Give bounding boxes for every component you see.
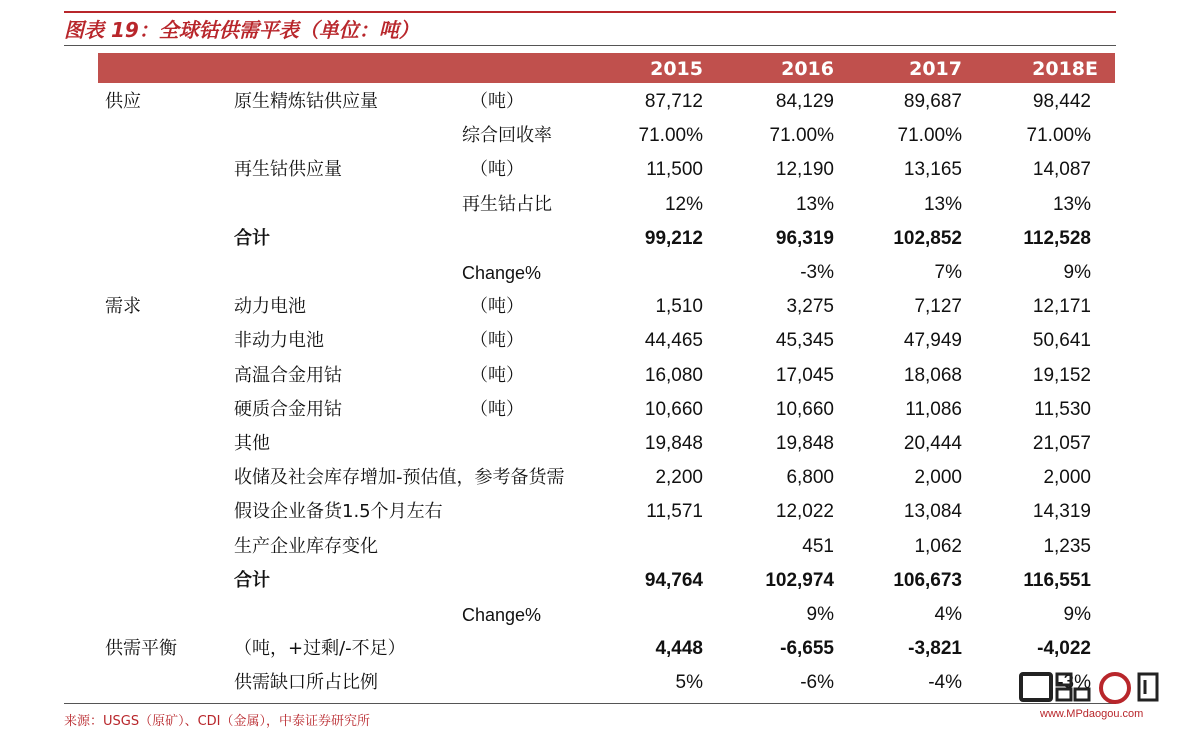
header-year-2016: 2016 <box>781 58 834 80</box>
table-cell-value: -3% <box>800 262 834 283</box>
table-cell-value: 102,852 <box>893 228 962 249</box>
header-year-2015: 2015 <box>650 58 703 80</box>
table-cell-value: 9% <box>1063 262 1091 283</box>
row-category: 需求 <box>105 296 141 317</box>
table-cell-value: -4% <box>928 672 962 693</box>
row-category: 供需平衡 <box>105 638 177 659</box>
table-cell-value: 99,212 <box>644 228 703 249</box>
table-cell-value: 10,660 <box>775 399 834 420</box>
row-item-label: 其他 <box>234 433 270 454</box>
row-item-label: 非动力电池 <box>234 330 324 351</box>
table-cell-value: 10,660 <box>644 399 703 420</box>
table-cell-value: 94,764 <box>644 570 703 591</box>
table-cell-value: 112,528 <box>1023 228 1091 249</box>
table-cell-value: 1,510 <box>655 296 703 317</box>
table-cell-value: 20,444 <box>903 433 962 454</box>
row-item-label: 硬质合金用钴 <box>234 399 342 420</box>
table-cell-value: 1,235 <box>1043 536 1091 557</box>
row-item-label: 生产企业库存变化 <box>234 536 378 557</box>
row-item-label: （吨，+过剩/-不足） <box>234 638 406 659</box>
table-cell-value: 87,712 <box>644 91 703 112</box>
source-note: 来源：USGS（原矿）、CDI（金属），中泰证券研究所 <box>64 714 371 729</box>
table-cell-value: 19,848 <box>644 433 703 454</box>
table-cell-value: 2,200 <box>655 467 703 488</box>
table-cell-value: -6% <box>800 672 834 693</box>
row-unit-label: （吨） <box>470 159 524 180</box>
table-cell-value: 102,974 <box>765 570 834 591</box>
table-cell-value: 11,571 <box>646 501 703 522</box>
row-sub-label: 综合回收率 <box>462 125 552 146</box>
row-item-label: 再生钴供应量 <box>234 159 342 180</box>
title-divider <box>64 45 1116 46</box>
table-cell-value: 12% <box>664 194 703 215</box>
table-cell-value: 13% <box>923 194 962 215</box>
table-cell-value: 4% <box>934 604 962 625</box>
table-cell-value: 98,442 <box>1032 91 1091 112</box>
row-item-label: 供需缺口所占比例 <box>234 672 378 693</box>
table-header-bar <box>98 53 1115 83</box>
header-year-2018e: 2018E <box>1032 58 1098 80</box>
table-cell-value: 13% <box>795 194 834 215</box>
table-cell-value: -3,821 <box>908 638 962 659</box>
table-cell-value: 71.00% <box>769 125 834 146</box>
row-item-label: 收储及社会库存增加-预估值，参考备货需 <box>234 467 565 488</box>
table-cell-value: 89,687 <box>903 91 962 112</box>
table-cell-value: 13,165 <box>903 159 962 180</box>
table-cell-value: 7,127 <box>914 296 962 317</box>
table-cell-value: 17,045 <box>775 365 834 386</box>
table-cell-value: 7% <box>934 262 962 283</box>
row-item-label: 合计 <box>234 228 270 249</box>
table-cell-value: 12,171 <box>1032 296 1091 317</box>
table-cell-value: 50,641 <box>1032 330 1091 351</box>
table-cell-value: 21,057 <box>1032 433 1091 454</box>
top-rule <box>64 11 1116 13</box>
table-cell-value: 3,275 <box>786 296 834 317</box>
table-cell-value: 84,129 <box>775 91 834 112</box>
row-unit-label: （吨） <box>470 330 524 351</box>
table-cell-value: 12,022 <box>775 501 834 522</box>
table-cell-value: 44,465 <box>644 330 703 351</box>
table-cell-value: 19,152 <box>1032 365 1091 386</box>
table-cell-value: -4,022 <box>1037 638 1091 659</box>
row-item-label: 高温合金用钴 <box>234 365 342 386</box>
table-cell-value: 47,949 <box>903 330 962 351</box>
row-unit-label: （吨） <box>470 365 524 386</box>
table-cell-value: 6,800 <box>786 467 834 488</box>
table-cell-value: 45,345 <box>775 330 834 351</box>
bottom-rule <box>64 703 1116 704</box>
table-cell-value: 4,448 <box>655 638 703 659</box>
table-cell-value: 11,086 <box>905 399 962 420</box>
table-cell-value: -6,655 <box>780 638 834 659</box>
table-cell-value: 11,530 <box>1034 399 1091 420</box>
row-unit-label: （吨） <box>470 399 524 420</box>
row-item-label: 原生精炼钴供应量 <box>234 91 378 112</box>
row-unit-label: （吨） <box>470 91 524 112</box>
header-year-2017: 2017 <box>909 58 962 80</box>
row-category: 供应 <box>105 91 141 112</box>
table-cell-value: 71.00% <box>1026 125 1091 146</box>
table-cell-value: 96,319 <box>775 228 834 249</box>
row-unit-label: （吨） <box>470 296 524 317</box>
table-cell-value: 9% <box>806 604 834 625</box>
row-item-label: 动力电池 <box>234 296 306 317</box>
table-cell-value: 2,000 <box>914 467 962 488</box>
row-item-label: 假设企业备货1.5个月左右 <box>234 501 443 522</box>
table-cell-value: 116,551 <box>1023 570 1091 591</box>
table-cell-value: 71.00% <box>638 125 703 146</box>
row-sub-label: 再生钴占比 <box>462 194 552 215</box>
table-cell-value: 451 <box>802 536 834 557</box>
table-cell-value: 13,084 <box>903 501 962 522</box>
table-cell-value: 16,080 <box>644 365 703 386</box>
table-cell-value: 14,087 <box>1032 159 1091 180</box>
table-cell-value: 11,500 <box>646 159 703 180</box>
table-cell-value: 5% <box>675 672 703 693</box>
table-cell-value: 12,190 <box>775 159 834 180</box>
table-cell-value: 2,000 <box>1043 467 1091 488</box>
table-cell-value: 13% <box>1052 194 1091 215</box>
table-cell-value: 1,062 <box>914 536 962 557</box>
row-sub-label: Change% <box>462 605 542 625</box>
table-cell-value: 106,673 <box>893 570 962 591</box>
row-item-label: 合计 <box>234 570 270 591</box>
table-cell-value: -3% <box>1057 672 1091 693</box>
table-cell-value: 9% <box>1063 604 1091 625</box>
table-cell-value: 19,848 <box>775 433 834 454</box>
table-cell-value: 14,319 <box>1032 501 1091 522</box>
figure-title: 图表 19：全球钴供需平表（单位：吨） <box>64 18 419 42</box>
table-cell-value: 71.00% <box>897 125 962 146</box>
table-cell-value: 18,068 <box>903 365 962 386</box>
watermark-url: www.MPdaogou.com <box>1040 708 1144 720</box>
row-sub-label: Change% <box>462 263 542 283</box>
